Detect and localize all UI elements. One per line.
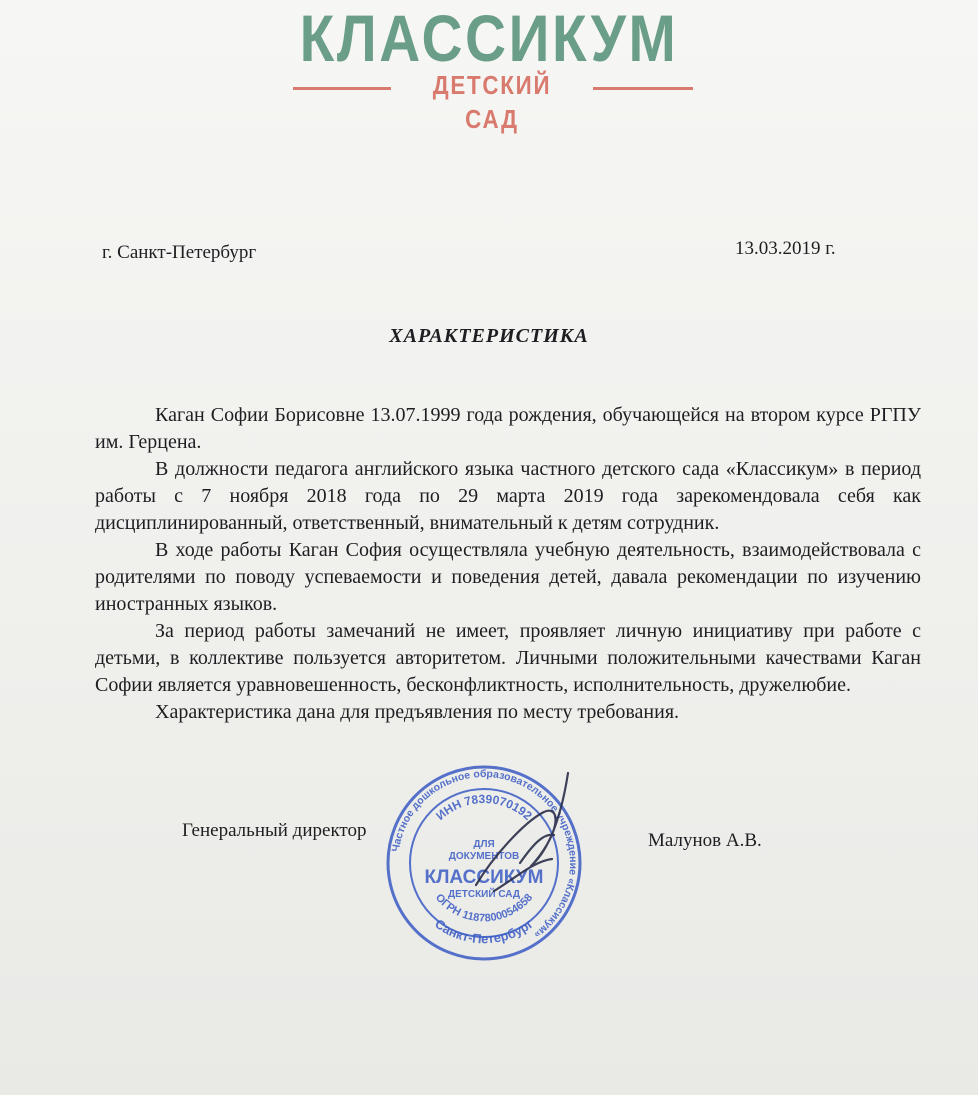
stamp-org-sub: ДЕТСКИЙ САД bbox=[447, 889, 521, 900]
document-body bbox=[95, 402, 921, 726]
stamp-outer-text: Частное дошкольное образовательное учреждение «Классикум» bbox=[389, 767, 580, 941]
stamp-org: КЛАССИКУМ bbox=[424, 867, 544, 888]
paragraph: В ходе работы Каган София осуществляла учебную деятельность, взаимодействовала с родителями по поводу успеваемости и поведения детей, давала рекомендации по изучению иностранных языков. bbox=[95, 539, 921, 615]
stamp-ogrn: ОГРН 1187800054658 bbox=[432, 891, 536, 925]
paragraph: В должности педагога английского языка частного детского сада «Классикум» в период работы с 7 ноября 2018 года по 29 марта 2019 года зарекомендовала себя как дисциплинированный, ответственный, внимательный к детям сотрудник. bbox=[95, 458, 921, 534]
letterhead-subtitle-row bbox=[293, 68, 693, 134]
letterhead-logo-title: КЛАССИКУМ bbox=[299, 1, 679, 75]
letterhead-rule-left bbox=[293, 87, 391, 90]
city-line: г. Санкт-Петербург bbox=[102, 242, 257, 263]
letterhead-rule-right bbox=[593, 87, 693, 90]
stamp-purpose-line2: ДОКУМЕНТОВ bbox=[448, 851, 520, 862]
document-date: 13.03.2019 г. bbox=[735, 238, 836, 259]
paragraph: Характеристика дана для предъявления по месту требования. bbox=[155, 701, 680, 723]
signatory-name: Малунов А.В. bbox=[648, 830, 762, 851]
stamp-purpose-line1: ДЛЯ bbox=[473, 839, 495, 850]
signatory-role: Генеральный директор bbox=[182, 820, 367, 841]
stamp-city: Санкт-Петербург bbox=[432, 915, 536, 947]
document-title: ХАРАКТЕРИСТИКА bbox=[389, 325, 589, 347]
paragraph: За период работы замечаний не имеет, проявляет личную инициативу при работе с детьми, в коллективе пользуется авторитетом. Личными положительными качествами Каган Софии является уравновешенность, бесконфликтность, исполнительность, дружелюбие. bbox=[95, 620, 921, 696]
official-stamp bbox=[384, 763, 584, 963]
letterhead-subtitle: ДЕТСКИЙ САД bbox=[432, 70, 552, 134]
paragraph: Каган Софии Борисовне 13.07.1999 года рождения, обучающейся на втором курсе РГПУ им. Герцена. bbox=[95, 404, 921, 453]
stamp-inn: ИНН 7839070192 bbox=[433, 791, 535, 823]
